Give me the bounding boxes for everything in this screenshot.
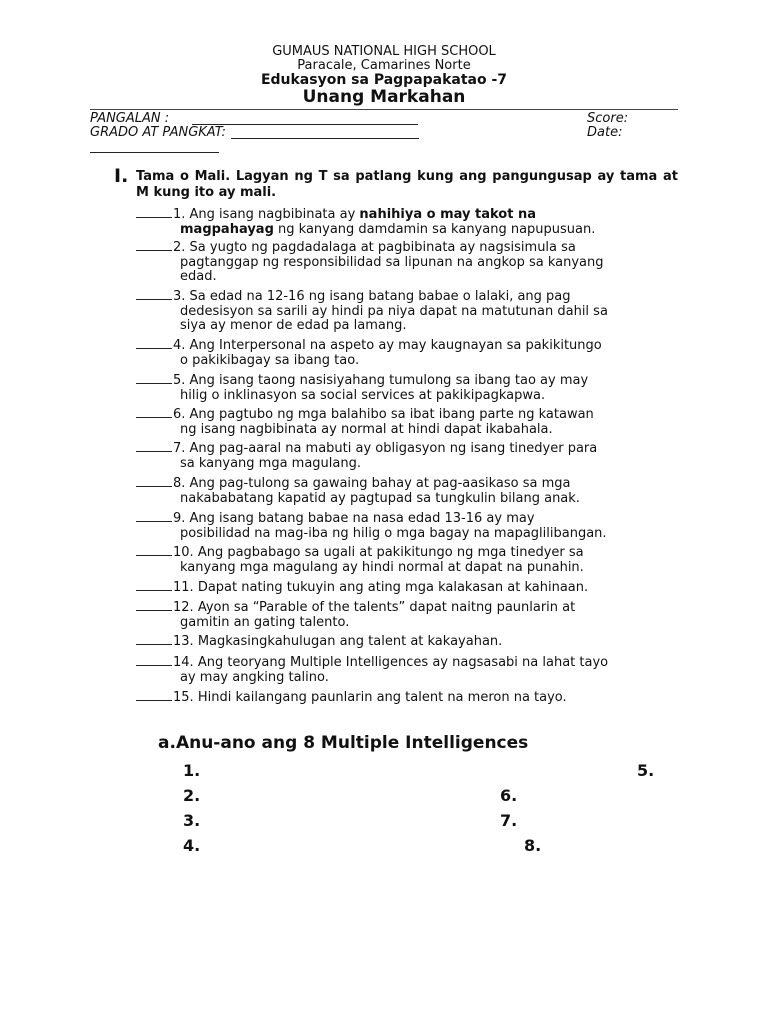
answer-blank[interactable] xyxy=(136,600,172,611)
answer-blank[interactable] xyxy=(136,545,172,556)
answer-blank[interactable] xyxy=(136,580,172,591)
item-text: o pakikibagay sa ibang tao. xyxy=(180,352,360,368)
list-item xyxy=(136,407,678,437)
answer-blank[interactable] xyxy=(136,240,172,251)
list-item xyxy=(136,634,678,650)
item-number: 11. xyxy=(173,580,194,595)
list-item xyxy=(136,373,678,403)
item-text: dedesisyon sa sarili ay hindi pa niya dapat na matutunan dahil sa xyxy=(180,303,608,319)
answer-number: 1. xyxy=(183,761,201,780)
item-number: 1. xyxy=(173,207,186,222)
item-number: 13. xyxy=(173,634,194,649)
item-number: 3. xyxy=(173,289,186,304)
item-text: edad. xyxy=(180,269,217,284)
answer-number: 2. xyxy=(183,786,201,805)
answer-blank[interactable] xyxy=(136,289,172,300)
item-number: 2. xyxy=(173,240,186,255)
item-bold-text: magpahayag xyxy=(180,221,274,237)
list-item xyxy=(136,207,678,237)
list-item xyxy=(136,441,678,471)
list-item xyxy=(136,600,678,630)
item-text: Ang isang taong nasisiyahang tumulong sa ibang tao ay may xyxy=(185,373,589,388)
item-number: 5. xyxy=(173,373,186,388)
item-text: Hindi kailangang paunlarin ang talent na meron na tayo. xyxy=(193,690,567,705)
answer-blank[interactable] xyxy=(136,634,172,645)
date-label: Date: xyxy=(587,125,623,140)
list-item xyxy=(136,580,678,596)
item-number: 10. xyxy=(173,545,194,560)
item-number: 14. xyxy=(173,655,194,670)
section-numeral: I. xyxy=(114,165,129,187)
quarter-title: Unang Markahan xyxy=(302,87,466,107)
answer-blank[interactable] xyxy=(136,407,172,418)
pangalan-label: PANGALAN : xyxy=(90,111,170,126)
item-text: Sa yugto ng pagdadalaga at pagbibinata ay nagsisimula sa xyxy=(185,240,576,255)
item-text: sa kanyang mga magulang. xyxy=(180,455,361,471)
item-number: 9. xyxy=(173,511,186,526)
answer-number: 3. xyxy=(183,811,201,830)
item-text: nakababatang kapatid ay pagtupad sa tungkulin bilang anak. xyxy=(180,490,580,506)
answer-number: 7. xyxy=(500,811,518,830)
section-a-title: Anu-ano ang 8 Multiple Intelligences xyxy=(175,733,529,753)
answer-blank[interactable] xyxy=(136,207,172,218)
item-number: 8. xyxy=(173,476,186,491)
item-text: pagtanggap ng responsibilidad sa lipunan na angkop sa kanyang xyxy=(180,254,604,270)
answer-number: 5. xyxy=(637,761,655,780)
list-item xyxy=(136,655,678,685)
item-number: 15. xyxy=(173,690,194,705)
item-text: Ang isang nagbibinata ay xyxy=(185,207,360,222)
list-item xyxy=(136,240,678,285)
grado-field[interactable] xyxy=(231,138,419,139)
answer-number: 4. xyxy=(183,836,201,855)
item-text: gamitin an gating talento. xyxy=(180,614,350,630)
item-text: hilig o inklinasyon sa social services at pakikipagkapwa. xyxy=(180,387,546,403)
subject-title: Edukasyon sa Pagpapakatao -7 xyxy=(260,72,508,88)
item-text: Ang pagtubo ng mga balahibo sa ibat ibang parte ng katawan xyxy=(185,407,594,422)
item-text: ng isang nagbibinata ay normal at hindi dapat ikabahala. xyxy=(180,421,553,437)
section-instruction: Tama o Mali. Lagyan ng T sa patlang kung ang pangungusap ay tama at M kung ito ay mali. xyxy=(136,169,678,200)
list-item xyxy=(136,338,678,368)
item-text: kanyang mga magulang ay hindi normal at dapat na punahin. xyxy=(180,559,584,575)
score-label: Score: xyxy=(587,111,629,126)
list-item xyxy=(136,690,678,706)
item-text: Dapat nating tukuyin ang ating mga kalakasan at kahinaan. xyxy=(193,580,589,595)
list-item xyxy=(136,289,678,334)
item-text: Sa edad na 12-16 ng isang batang babae o lalaki, ang pag xyxy=(185,289,571,304)
item-number: 6. xyxy=(173,407,186,422)
item-text: Ang pagbabago sa ugali at pakikitungo ng mga tinedyer sa xyxy=(193,545,584,560)
answer-blank[interactable] xyxy=(136,441,172,452)
item-text: Ang pag-aaral na mabuti ay obligasyon ng isang tinedyer para xyxy=(185,441,598,456)
header-divider xyxy=(90,109,678,110)
item-number: 12. xyxy=(173,600,194,615)
answer-number: 8. xyxy=(524,836,542,855)
answer-blank[interactable] xyxy=(136,373,172,384)
answer-blank[interactable] xyxy=(136,690,172,701)
list-item xyxy=(136,511,678,541)
item-text: Ayon sa “Parable of the talents” dapat naitng paunlarin at xyxy=(193,600,576,615)
school-name: GUMAUS NATIONAL HIGH SCHOOL xyxy=(272,44,496,59)
pangalan-field[interactable] xyxy=(192,124,418,125)
item-text: Ang isang batang babae na nasa edad 13-16 ay may xyxy=(185,511,535,526)
item-text: Ang Interpersonal na aspeto ay may kaugnayan sa pakikitungo xyxy=(185,338,602,353)
answer-number: 6. xyxy=(500,786,518,805)
list-item xyxy=(136,476,678,506)
item-text: Magkasingkahulugan ang talent at kakayahan. xyxy=(193,634,503,649)
item-text: siya ay menor de edad pa lamang. xyxy=(180,318,407,333)
item-text: Ang pag-tulong sa gawaing bahay at pag-aasikaso sa mga xyxy=(185,476,571,491)
item-text: ng kanyang damdamin sa kanyang napupusuan. xyxy=(273,221,596,237)
item-bold-text: nahihiya o may takot na xyxy=(359,207,537,222)
item-text: Ang teoryang Multiple Intelligences ay nagsasabi na lahat tayo xyxy=(193,655,609,670)
section-a-label: a. xyxy=(158,733,176,753)
answer-blank[interactable] xyxy=(136,476,172,487)
item-number: 4. xyxy=(173,338,186,353)
grado-label: GRADO AT PANGKAT: xyxy=(90,125,226,140)
item-number: 7. xyxy=(173,441,186,456)
section-a-heading xyxy=(158,733,528,753)
answer-blank[interactable] xyxy=(136,338,172,349)
answer-blank[interactable] xyxy=(136,655,172,666)
answer-blank[interactable] xyxy=(136,511,172,522)
extra-blank-line[interactable] xyxy=(90,152,219,153)
item-text: ay may angking talino. xyxy=(180,669,329,685)
item-text: posibilidad na mag-iba ng hilig o mga bagay na mapaglilibangan. xyxy=(180,525,607,541)
school-location: Paracale, Camarines Norte xyxy=(297,58,471,73)
list-item xyxy=(136,545,678,575)
